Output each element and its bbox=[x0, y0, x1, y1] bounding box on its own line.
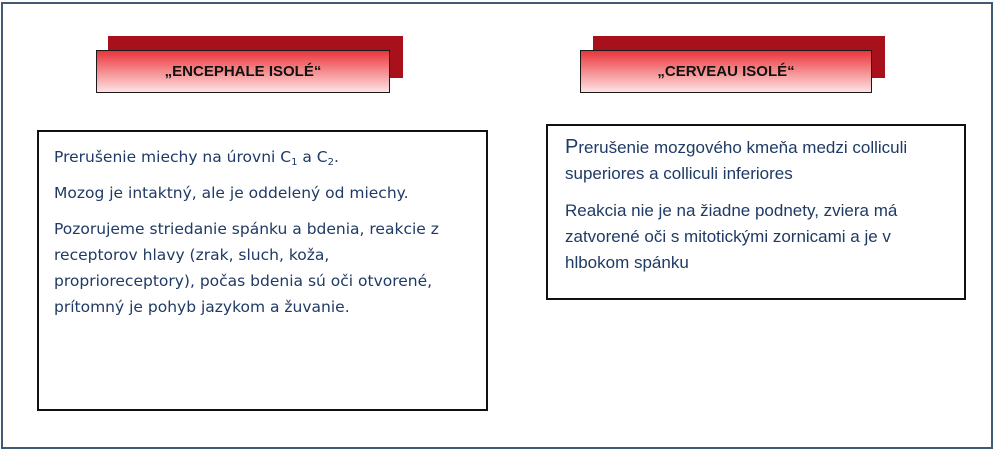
encephale-isole-description-box bbox=[37, 130, 488, 411]
p1-initial: P bbox=[565, 136, 579, 158]
cerveau-isole-description-box bbox=[546, 124, 966, 300]
p1-text: Prerušenie miechy na úrovni C bbox=[54, 148, 292, 166]
p1-subscript-1: 1 bbox=[291, 157, 298, 168]
encephale-paragraph-3: Pozorujeme striedanie spánku a bdenia, reakcie z receptorov hlavy (zrak, sluch, koža, proprioreceptory), počas bdenia sú oči otvorené, prítomný je pohyb jazykom a žuvanie. bbox=[54, 220, 439, 316]
encephale-paragraph-1 bbox=[54, 144, 472, 170]
cerveau-paragraph-1 bbox=[565, 134, 950, 187]
encephale-isole-title-text: „ENCEPHALE ISOLÉ“ bbox=[164, 63, 322, 80]
cerveau-paragraph-2: Reakcia nie je na žiadne podnety, zviera má zatvorené oči s mitotickými zornicami a je v hlbokom spánku bbox=[565, 201, 898, 272]
p1-subscript-2: 2 bbox=[327, 157, 335, 168]
cerveau-isole-title-text: „CERVEAU ISOLÉ“ bbox=[657, 63, 795, 80]
cerveau-isole-title bbox=[580, 50, 872, 93]
p1-end: . bbox=[334, 148, 339, 166]
encephale-paragraph-2: Mozog je intaktný, ale je oddelený od miechy. bbox=[54, 184, 409, 202]
encephale-isole-title bbox=[96, 50, 390, 93]
p1-and: a C bbox=[297, 148, 328, 166]
p1-rest: rerušenie mozgového kmeňa medzi colliculi superiores a colliculi inferiores bbox=[565, 138, 908, 183]
